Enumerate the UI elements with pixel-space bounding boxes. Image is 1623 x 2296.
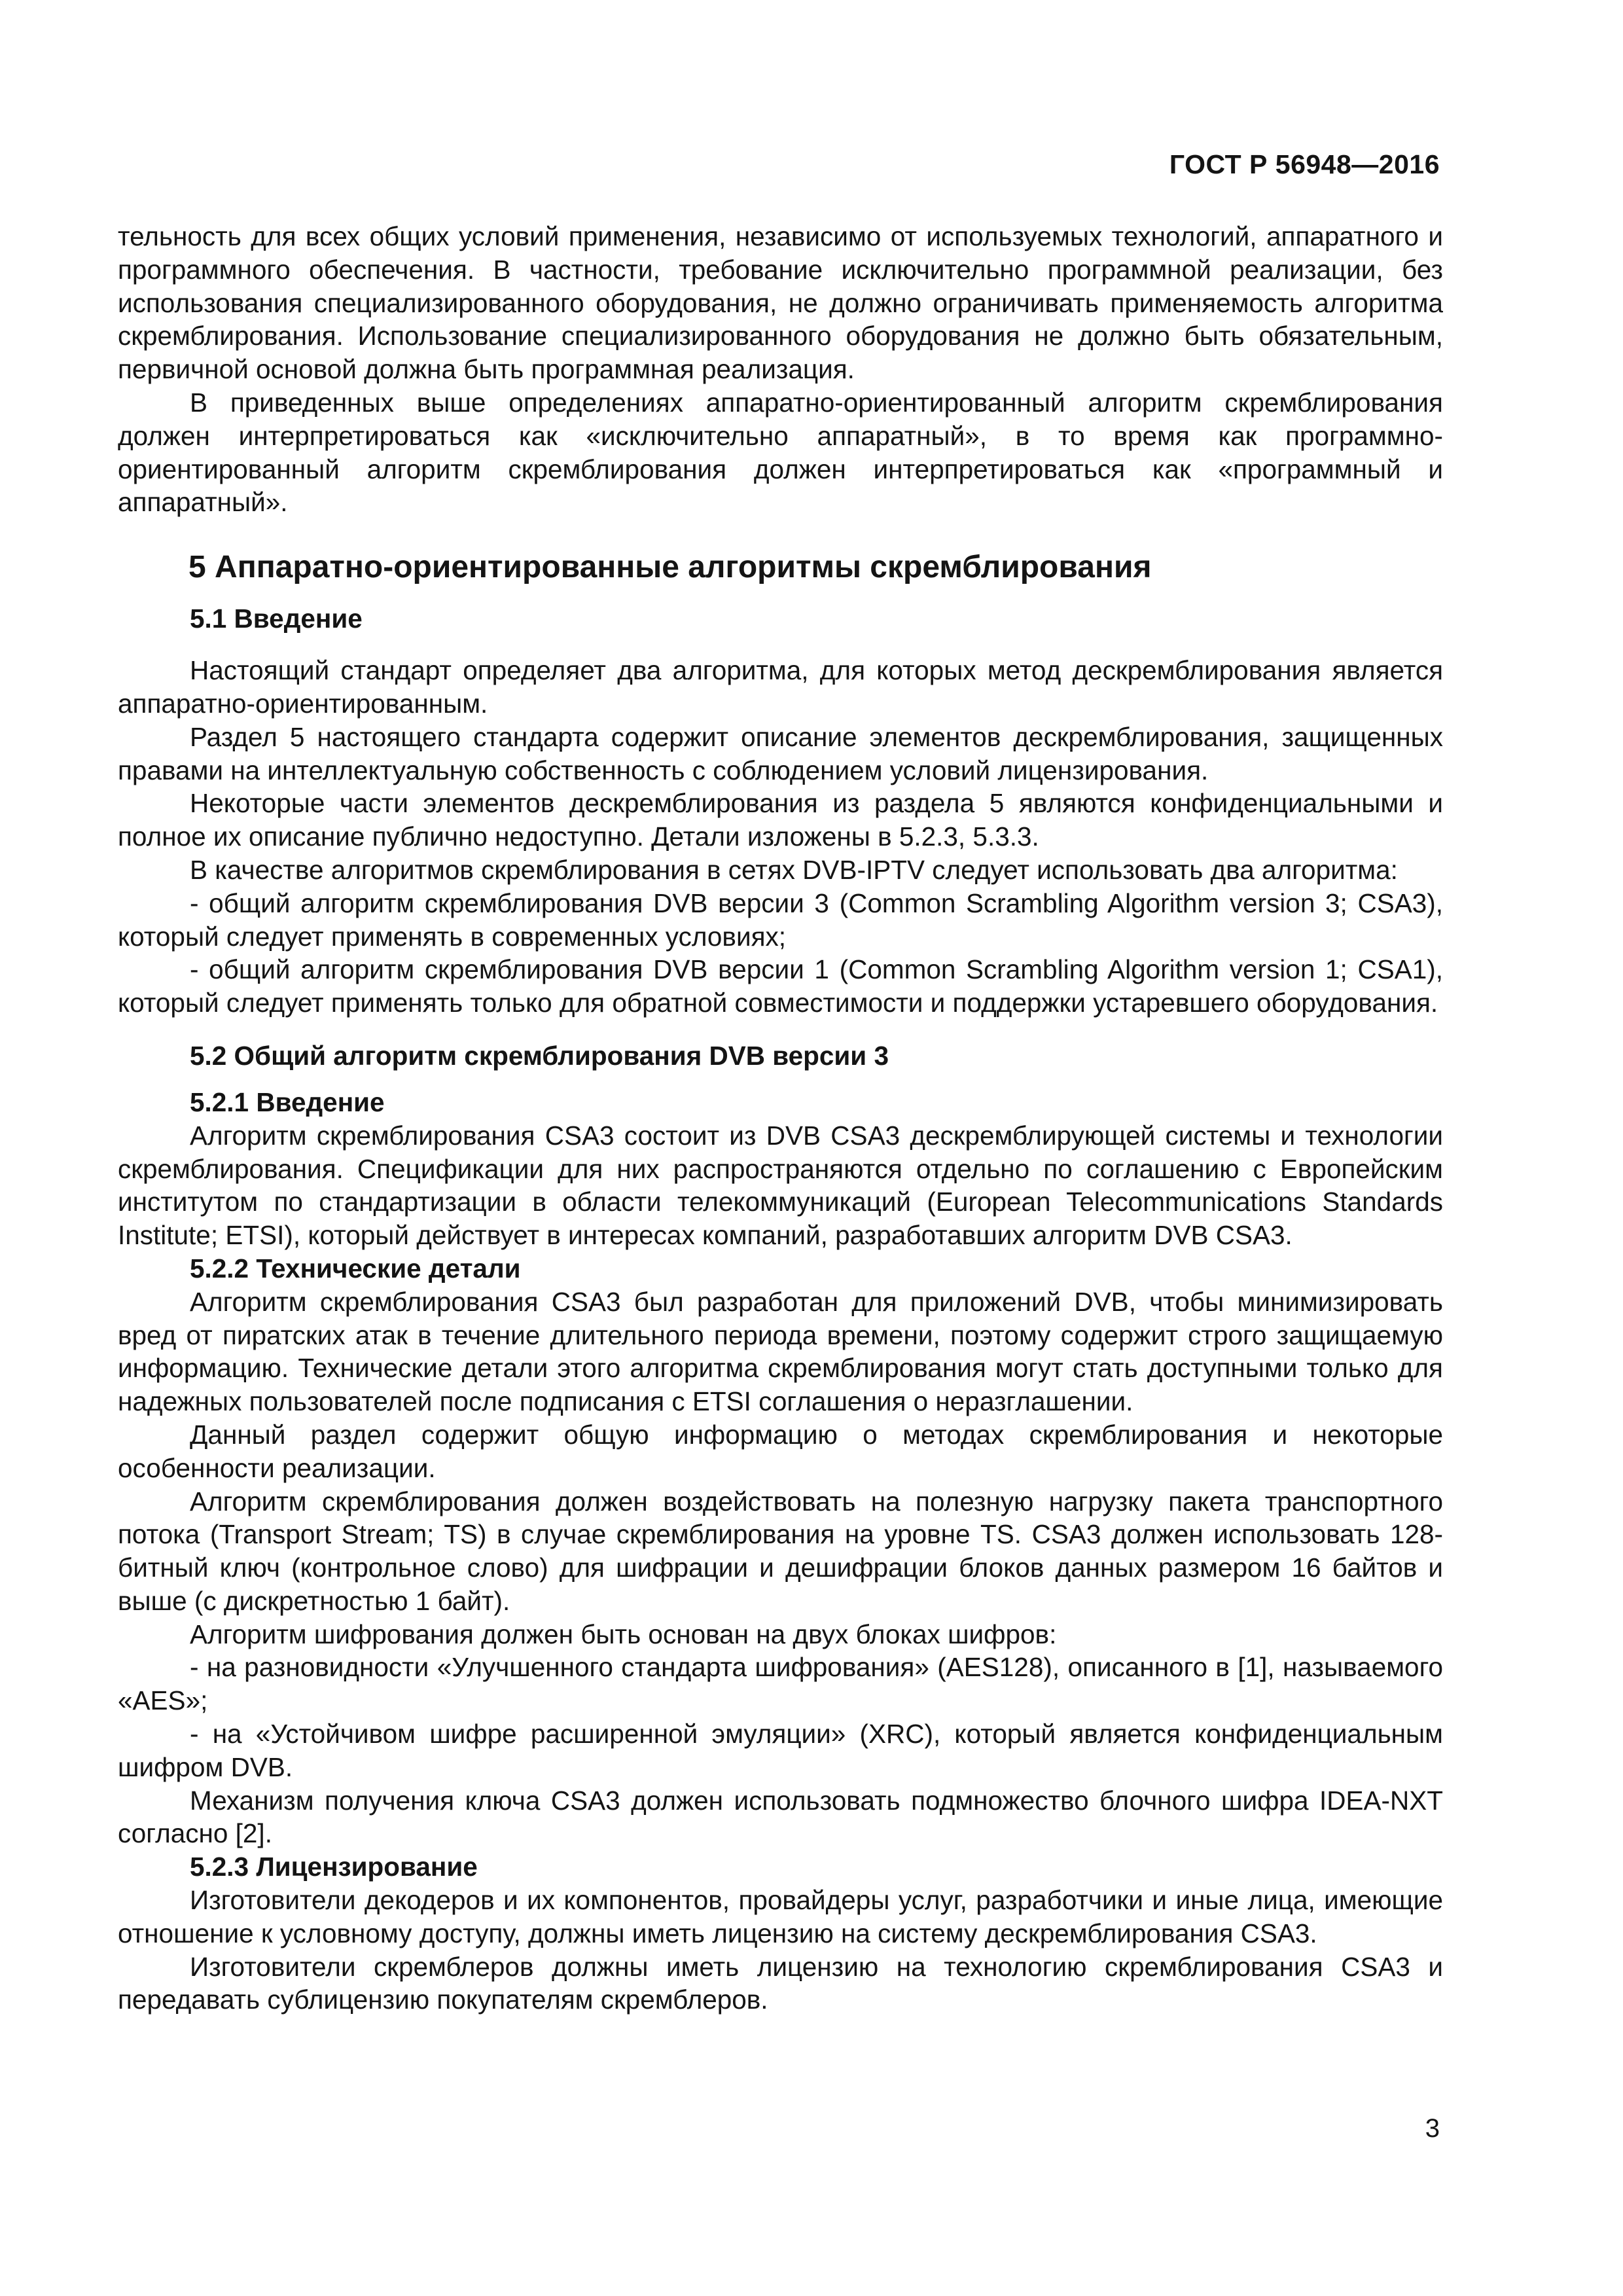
subsection-heading: 5.1 Введение [190, 603, 363, 634]
paragraph: Алгоритм скремблирования должен воздействовать на полезную нагрузку пакета транспортного потока (Transport Stream; TS) в случае скремблирования на уровне TS. CSA3 должен использовать 128-битный ключ (контрольное слово) для шифрации и дешифрации блоков данных размером 16 байтов и выше (с дискретностью 1 байт). [118, 1486, 1443, 1616]
subsubsection-heading: 5.2.1 Введение [190, 1086, 385, 1117]
paragraph: Настоящий стандарт определяет два алгоритма, для которых метод дескремблирования является аппаратно-ориентированным. [118, 655, 1443, 719]
subsubsection-heading: 5.2.2 Технические детали [190, 1253, 521, 1283]
document-header: ГОСТ Р 56948—2016 [1169, 149, 1440, 179]
paragraph: Данный раздел содержит общую информацию о методах скремблирования и некоторые особенности реализации. [118, 1419, 1443, 1483]
subsection-heading: 5.2 Общий алгоритм скремблирования DVB версии 3 [190, 1040, 889, 1071]
paragraph: Алгоритм скремблирования CSA3 состоит из DVB CSA3 дескремблирующей системы и технологии скремблирования. Спецификации для них распространяются отдельно по соглашению с Европейским институтом по стандартизации в области телекоммуникаций (European Telecommunications Standards Institute; ETSI), который действует в интересах компаний, разработавших алгоритм DVB CSA3. [118, 1120, 1443, 1251]
list-item: - общий алгоритм скремблирования DVB версии 1 (Common Scrambling Algorithm version 1; CSA1), который следует применять только для обратной совместимости и поддержки устаревшего оборудования. [118, 954, 1443, 1018]
paragraph: тельность для всех общих условий применения, независимо от используемых технологий, аппаратного и программного обеспечения. В частности, требование исключительно программной реализации, без использования специализированного оборудования, не должно ограничивать применяемость алгоритма скремблирования. Использование специализированного оборудования не должно быть обязательным, первичной основой должна быть программная реализация. [118, 221, 1443, 385]
paragraph: Раздел 5 настоящего стандарта содержит описание элементов дескремблирования, защищенных правами на интеллектуальную собственность с соблюдением условий лицензирования. [118, 721, 1443, 785]
subsubsection-heading: 5.2.3 Лицензирование [190, 1852, 478, 1882]
document-body [118, 220, 1443, 2017]
list-item: - общий алгоритм скремблирования DVB версии 3 (Common Scrambling Algorithm version 3; CSA3), который следует применять в современных условиях; [118, 888, 1443, 952]
paragraph: Механизм получения ключа CSA3 должен использовать подмножество блочного шифра IDEA-NXT согласно [2]. [118, 1785, 1443, 1849]
paragraph: В приведенных выше определениях аппаратно-ориентированный алгоритм скремблирования должен интерпретироваться как «исключительно аппаратный», в то время как программно-ориентированный алгоритм скремблирования должен интерпретироваться как «программный и аппаратный». [118, 387, 1443, 518]
page-number: 3 [1425, 2114, 1440, 2143]
list-item: - на «Устойчивом шифре расширенной эмуляции» (XRC), который является конфиденциальным шифром DVB. [118, 1719, 1443, 1782]
paragraph: Некоторые части элементов дескремблирования из раздела 5 являются конфиденциальными и полное их описание публично недоступно. Детали изложены в 5.2.3, 5.3.3. [118, 788, 1443, 852]
paragraph: Изготовители декодеров и их компонентов, провайдеры услуг, разработчики и иные лица, имеющие отношение к условному доступу, должны иметь лицензию на систему дескремблирования CSA3. [118, 1885, 1443, 1948]
section-heading: 5 Аппаратно-ориентированные алгоритмы скремблирования [188, 550, 1152, 585]
list-item: - на разновидности «Улучшенного стандарта шифрования» (AES128), описанного в [1], называемого «AES»; [118, 1652, 1443, 1716]
paragraph: Алгоритм шифрования должен быть основан на двух блоках шифров: [190, 1619, 1057, 1649]
paragraph: Алгоритм скремблирования CSA3 был разработан для приложений DVB, чтобы минимизировать вред от пиратских атак в течение длительного периода времени, поэтому содержит строго защищаемую информацию. Технические детали этого алгоритма скремблирования могут стать доступными только для надежных пользователей после подписания с ETSI соглашения о неразглашении. [118, 1286, 1443, 1417]
paragraph: В качестве алгоритмов скремблирования в сетях DVB-IPTV следует использовать два алгоритма: [190, 854, 1398, 885]
paragraph: Изготовители скремблеров должны иметь лицензию на технологию скремблирования CSA3 и передавать сублицензию покупателям скремблеров. [118, 1951, 1443, 2015]
